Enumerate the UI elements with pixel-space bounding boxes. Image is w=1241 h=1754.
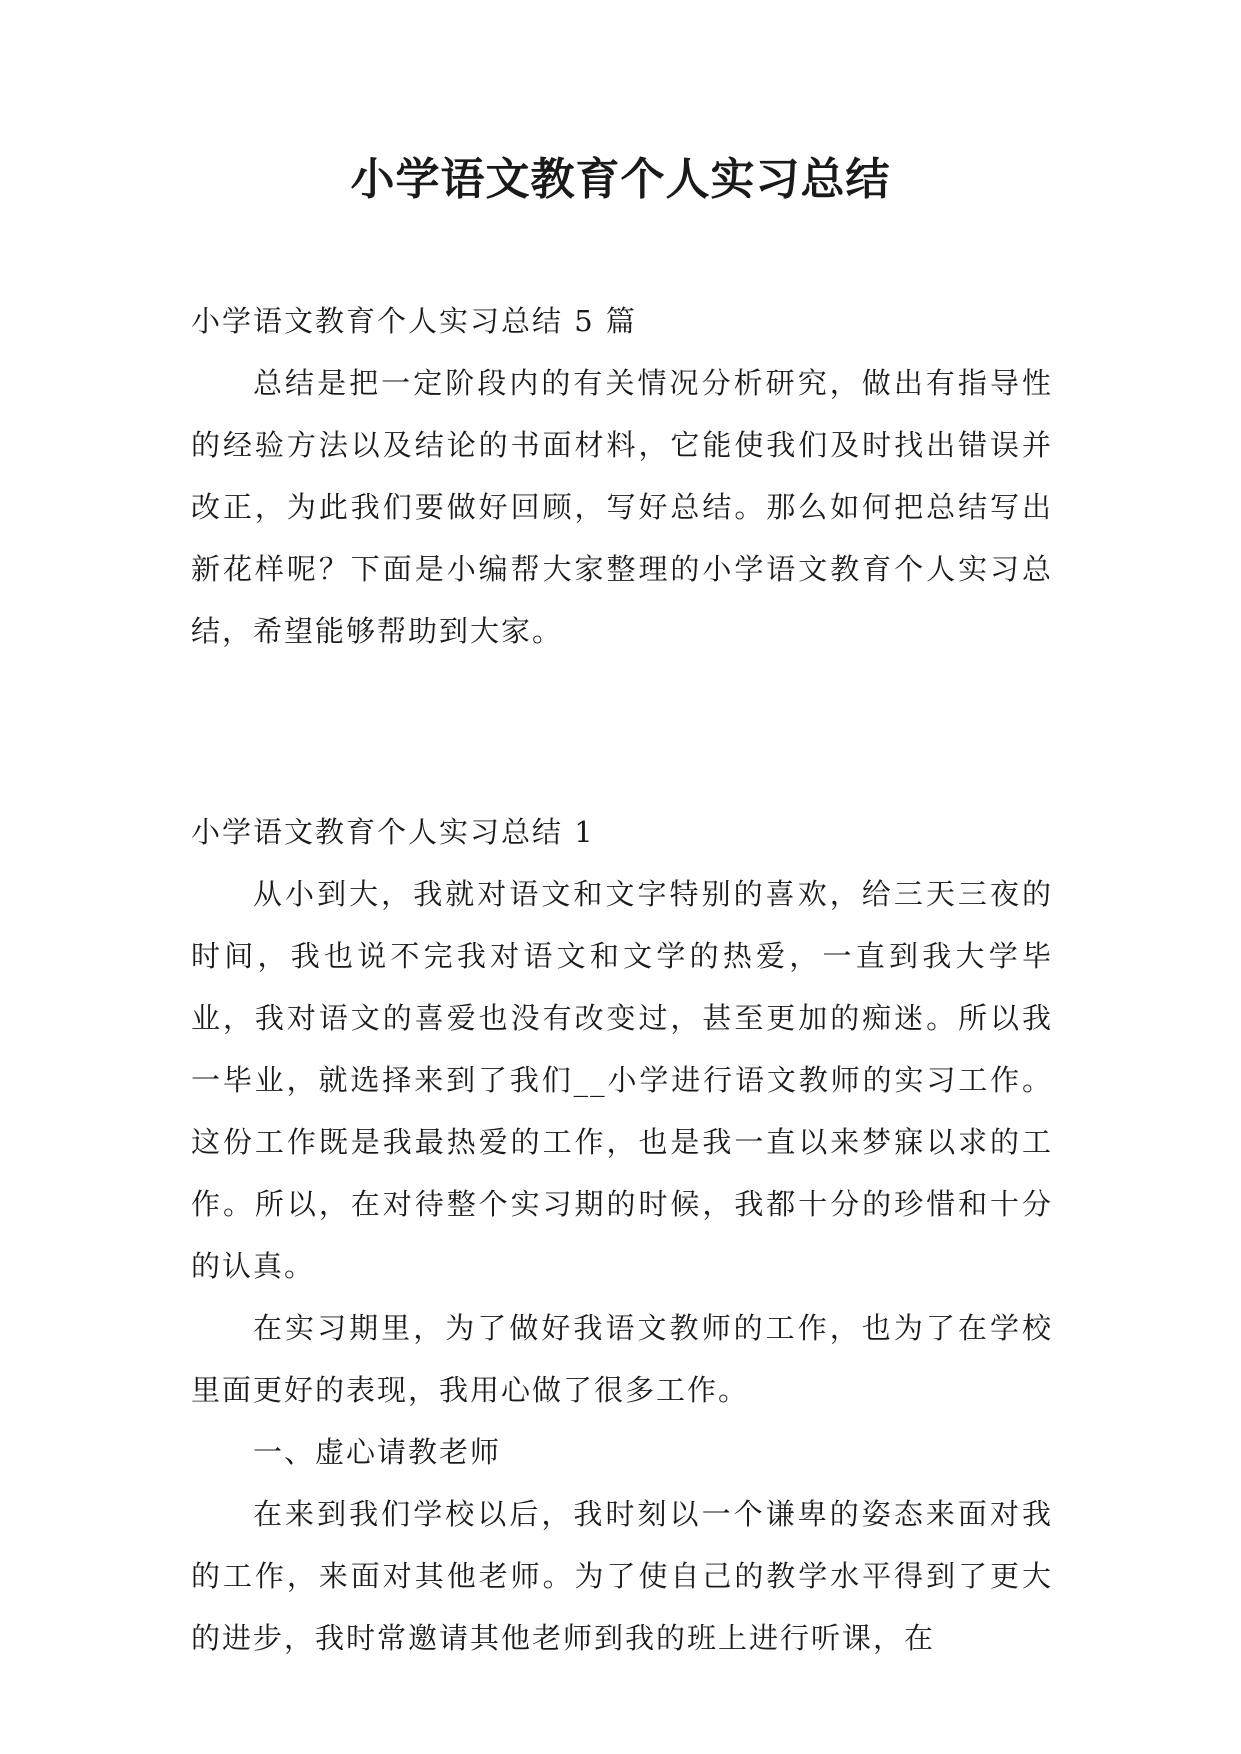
body-paragraph: 在来到我们学校以后，我时刻以一个谦卑的姿态来面对我的工作，来面对其他老师。为了使自己的教学水平得到了更大的进步，我时常邀请其他老师到我的班上进行听课，在 bbox=[191, 1497, 1053, 1655]
section-gap bbox=[191, 662, 1053, 801]
intro-paragraph: 总结是把一定阶段内的有关情况分析研究，做出有指导性的经验方法以及结论的书面材料，它能使我们及时找出错误并改正，为此我们要做好回顾，写好总结。那么如何把总结写出新花样呢？下面是小编帮大家整理的小学语文教育个人实习总结，希望能够帮助到大家。 bbox=[191, 366, 1053, 648]
body-paragraph: 在实习期里，为了做好我语文教师的工作，也为了在学校里面更好的表现，我用心做了很多工作。 bbox=[191, 1311, 1053, 1407]
body-paragraph: 从小到大，我就对语文和文字特别的喜欢，给三天三夜的时间，我也说不完我对语文和文学的热爱，一直到我大学毕业，我对语文的喜爱也没有改变过，甚至更加的痴迷。所以我一毕业，就选择来到了我们__小学进行语文教师的实习工作。这份工作既是我最热爱的工作，也是我一直以来梦寐以求的工作。所以，在对待整个实习期的时候，我都十分的珍惜和十分的认真。 bbox=[191, 877, 1053, 1283]
section-subheading: 一、虚心请教老师 bbox=[253, 1435, 502, 1469]
section1-heading: 小学语文教育个人实习总结 1 bbox=[191, 815, 595, 849]
intro-heading: 小学语文教育个人实习总结 5 篇 bbox=[191, 304, 637, 338]
document-title: 小学语文教育个人实习总结 bbox=[350, 154, 891, 205]
document-body bbox=[191, 290, 1053, 1669]
